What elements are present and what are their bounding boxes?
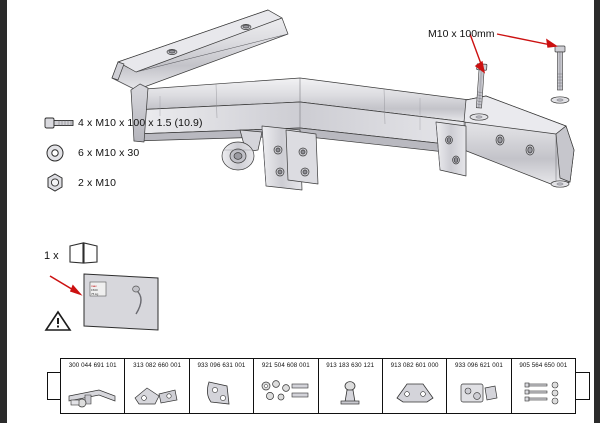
parts-strip-right-tab [576, 372, 590, 400]
legend-row-bolt [44, 108, 294, 138]
callout-label: M10 x 100mm [428, 28, 495, 40]
svg-text:max: max [91, 284, 97, 288]
legend-row-nut [44, 168, 294, 198]
part-code: 933 096 631 001 [197, 362, 246, 369]
part-cell[interactable] [319, 359, 383, 413]
fasteners-kit-icon [254, 374, 317, 411]
bolt-set-icon [512, 374, 575, 411]
bolt-icon [44, 110, 78, 136]
support-bracket-icon [383, 374, 446, 411]
part-code: 905 564 650 001 [519, 362, 568, 369]
part-code: 913 183 630 121 [326, 362, 375, 369]
manual-block [44, 240, 101, 271]
legend-label: 6 x M10 x 30 [78, 147, 140, 159]
part-code: 933 096 621 001 [454, 362, 503, 369]
part-cell[interactable] [512, 359, 575, 413]
ball-mount-icon [319, 374, 382, 411]
warning-triangle-icon [46, 312, 70, 330]
legend-label: 4 x M10 x 100 x 1.5 (10.9) [78, 117, 203, 129]
legend-row-washer [44, 138, 294, 168]
manual-quantity-label: 1 x [44, 249, 59, 262]
legend-label: 2 x M10 [78, 177, 117, 189]
hardware-bag-icon [447, 374, 510, 411]
warning-block [44, 272, 164, 339]
part-code: 300 044 691 101 [68, 362, 117, 369]
part-cell[interactable] [447, 359, 511, 413]
parts-strip [60, 358, 576, 414]
part-cell[interactable] [383, 359, 447, 413]
part-cell[interactable] [190, 359, 254, 413]
part-code: 913 082 601 000 [390, 362, 439, 369]
mounting-plate-icon [190, 374, 253, 411]
parts-strip-left-tab [47, 372, 61, 400]
nut-icon [44, 170, 78, 196]
washer-icon [44, 140, 78, 166]
part-cell[interactable] [61, 359, 125, 413]
part-cell[interactable] [125, 359, 189, 413]
manual-book-icon [67, 240, 101, 271]
svg-text:75 kg: 75 kg [91, 292, 99, 296]
svg-text:1500: 1500 [91, 288, 98, 292]
part-code: 921 504 608 001 [261, 362, 310, 369]
part-cell[interactable] [254, 359, 318, 413]
bracket-set-icon [125, 374, 188, 411]
towbar-assembly-icon [61, 374, 124, 411]
warning-sticker-icon [84, 274, 158, 330]
part-code: 313 082 660 001 [133, 362, 182, 369]
parts-legend [44, 108, 294, 198]
